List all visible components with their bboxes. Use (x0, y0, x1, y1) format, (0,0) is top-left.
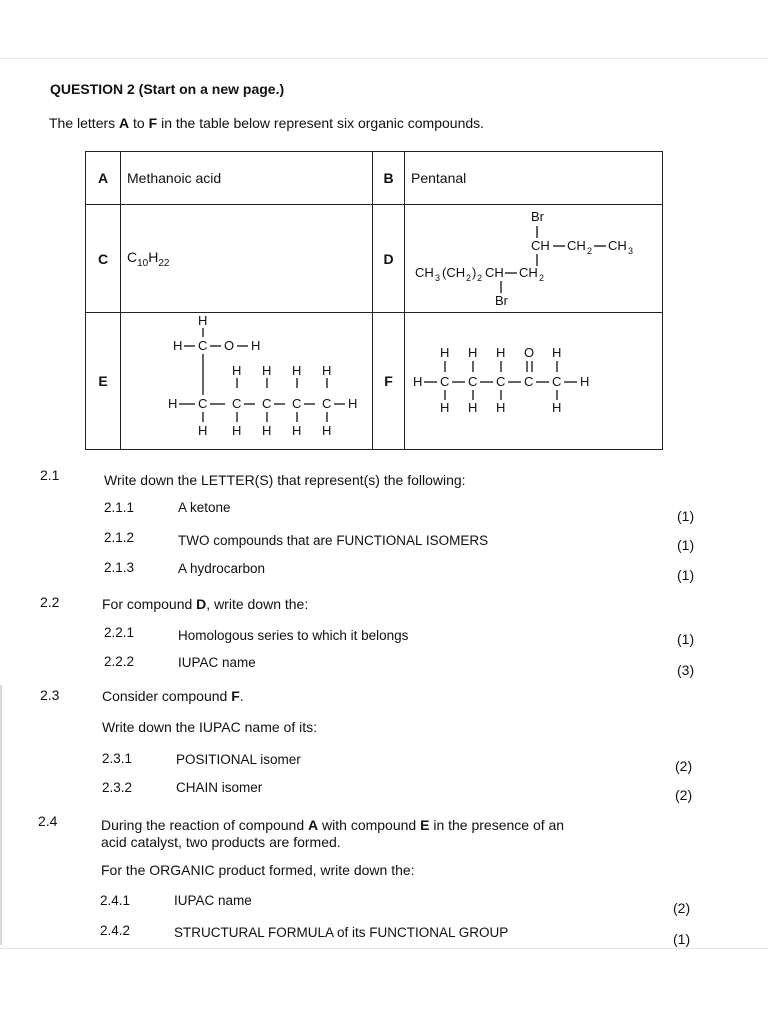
q242-text: STRUCTURAL FORMULA of its FUNCTIONAL GROUP (174, 925, 509, 940)
q232-number: 2.3.2 (102, 780, 133, 795)
page-bottom-edge (0, 948, 768, 949)
svg-text:H: H (198, 313, 208, 328)
svg-text:O: O (224, 338, 235, 353)
svg-text:C: C (198, 338, 208, 353)
q222-marks: (3) (677, 662, 695, 678)
compound-e-svg (121, 313, 373, 449)
svg-text:H: H (468, 345, 478, 360)
svg-text:Br: Br (495, 293, 508, 308)
svg-text:C: C (198, 396, 208, 411)
svg-text:H: H (251, 338, 261, 353)
svg-text:C: C (468, 374, 478, 389)
svg-text:C: C (440, 374, 450, 389)
q213-text: A hydrocarbon (178, 561, 266, 576)
svg-text:2: 2 (587, 246, 593, 256)
q211-marks: (1) (677, 508, 695, 524)
svg-text:CH: CH (485, 265, 504, 280)
svg-text:C: C (552, 374, 562, 389)
svg-text:C: C (232, 396, 242, 411)
q211-number: 2.1.1 (104, 500, 135, 515)
q213-number: 2.1.3 (104, 560, 135, 575)
compounds-table (85, 151, 663, 450)
compound-f-structure (405, 313, 663, 450)
svg-text:H: H (198, 423, 208, 438)
q22-text: For compound D, write down the: (102, 596, 309, 612)
question-intro: The letters A to F in the table below represent six organic compounds. (49, 115, 485, 131)
svg-text:H: H (496, 345, 506, 360)
svg-text:CH: CH (531, 238, 550, 253)
q212-number: 2.1.2 (104, 530, 135, 545)
svg-text:H: H (440, 400, 450, 415)
label-f: F (373, 313, 405, 450)
svg-text:H: H (580, 374, 590, 389)
q231-number: 2.3.1 (102, 751, 133, 766)
svg-text:H: H (552, 400, 562, 415)
svg-text:3: 3 (435, 273, 441, 283)
q221-number: 2.2.1 (104, 625, 135, 640)
compound-a-name: Methanoic acid (121, 152, 373, 205)
svg-text:H: H (292, 423, 302, 438)
svg-text:(CH: (CH (442, 265, 466, 280)
svg-text:C: C (322, 396, 332, 411)
svg-text:H: H (322, 363, 332, 378)
svg-text:H: H (168, 396, 178, 411)
q212-text: TWO compounds that are FUNCTIONAL ISOMERS (178, 533, 489, 548)
svg-text:H: H (496, 400, 506, 415)
svg-text:H: H (468, 400, 478, 415)
compound-f-svg (405, 313, 663, 449)
svg-text:C: C (292, 396, 302, 411)
label-a: A (86, 152, 121, 205)
q221-marks: (1) (677, 631, 695, 647)
q212-marks: (1) (677, 537, 695, 553)
label-e: E (86, 313, 121, 450)
q23-text: Consider compound F. (102, 688, 244, 704)
svg-text:H: H (232, 423, 242, 438)
svg-text:H: H (552, 345, 562, 360)
svg-text:C: C (524, 374, 534, 389)
compound-d-svg (405, 205, 663, 312)
scan-margin-line (0, 685, 2, 945)
q241-number: 2.4.1 (100, 893, 131, 908)
q231-text: POSITIONAL isomer (176, 752, 301, 767)
svg-text:Br: Br (531, 209, 544, 224)
svg-text:H: H (262, 363, 272, 378)
svg-text:): ) (472, 265, 477, 280)
svg-text:2: 2 (466, 273, 472, 283)
compound-d-structure (405, 205, 663, 313)
svg-text:CH: CH (567, 238, 586, 253)
svg-text:H: H (173, 338, 183, 353)
q24-subtext: For the ORGANIC product formed, write down the: (101, 862, 415, 878)
svg-text:C: C (496, 374, 506, 389)
q222-number: 2.2.2 (104, 654, 135, 669)
svg-text:H: H (262, 423, 272, 438)
compound-e-structure (121, 313, 373, 450)
svg-text:H: H (413, 374, 423, 389)
q24-number: 2.4 (38, 813, 58, 829)
svg-text:CH: CH (519, 265, 538, 280)
svg-text:2: 2 (477, 273, 483, 283)
svg-text:H: H (232, 363, 242, 378)
q23-number: 2.3 (40, 687, 60, 703)
q24-text-line2: acid catalyst, two products are formed. (101, 834, 341, 850)
question-title: QUESTION 2 (Start on a new page.) (50, 81, 285, 97)
page-top-edge (0, 58, 768, 59)
q21-number: 2.1 (40, 467, 60, 483)
q21-text: Write down the LETTER(S) that represent(s) the following: (104, 472, 466, 488)
label-c: C (86, 205, 121, 313)
svg-text:3: 3 (628, 246, 634, 256)
q242-marks: (1) (673, 931, 691, 947)
q23-subtext: Write down the IUPAC name of its: (102, 719, 318, 735)
q24-text: During the reaction of compound A with compound E in the presence of an (101, 817, 565, 833)
q211-text: A ketone (178, 500, 231, 515)
q232-text: CHAIN isomer (176, 780, 263, 795)
q241-text: IUPAC name (174, 893, 252, 908)
label-d: D (373, 205, 405, 313)
svg-text:O: O (524, 345, 535, 360)
q241-marks: (2) (673, 900, 691, 916)
svg-text:C: C (262, 396, 272, 411)
svg-text:H: H (322, 423, 332, 438)
q22-number: 2.2 (40, 594, 60, 610)
q213-marks: (1) (677, 567, 695, 583)
q232-marks: (2) (675, 787, 693, 803)
svg-text:H: H (292, 363, 302, 378)
svg-text:H: H (440, 345, 450, 360)
q231-marks: (2) (675, 758, 693, 774)
svg-text:H: H (348, 396, 358, 411)
q221-text: Homologous series to which it belongs (178, 628, 409, 643)
compound-b-name: Pentanal (405, 152, 663, 205)
svg-text:CH: CH (415, 265, 434, 280)
q242-number: 2.4.2 (100, 923, 131, 938)
q222-text: IUPAC name (178, 655, 256, 670)
label-b: B (373, 152, 405, 205)
svg-text:2: 2 (539, 273, 545, 283)
compound-c-formula: $C_{10}H_{22}$ (121, 205, 373, 313)
svg-text:CH: CH (608, 238, 627, 253)
